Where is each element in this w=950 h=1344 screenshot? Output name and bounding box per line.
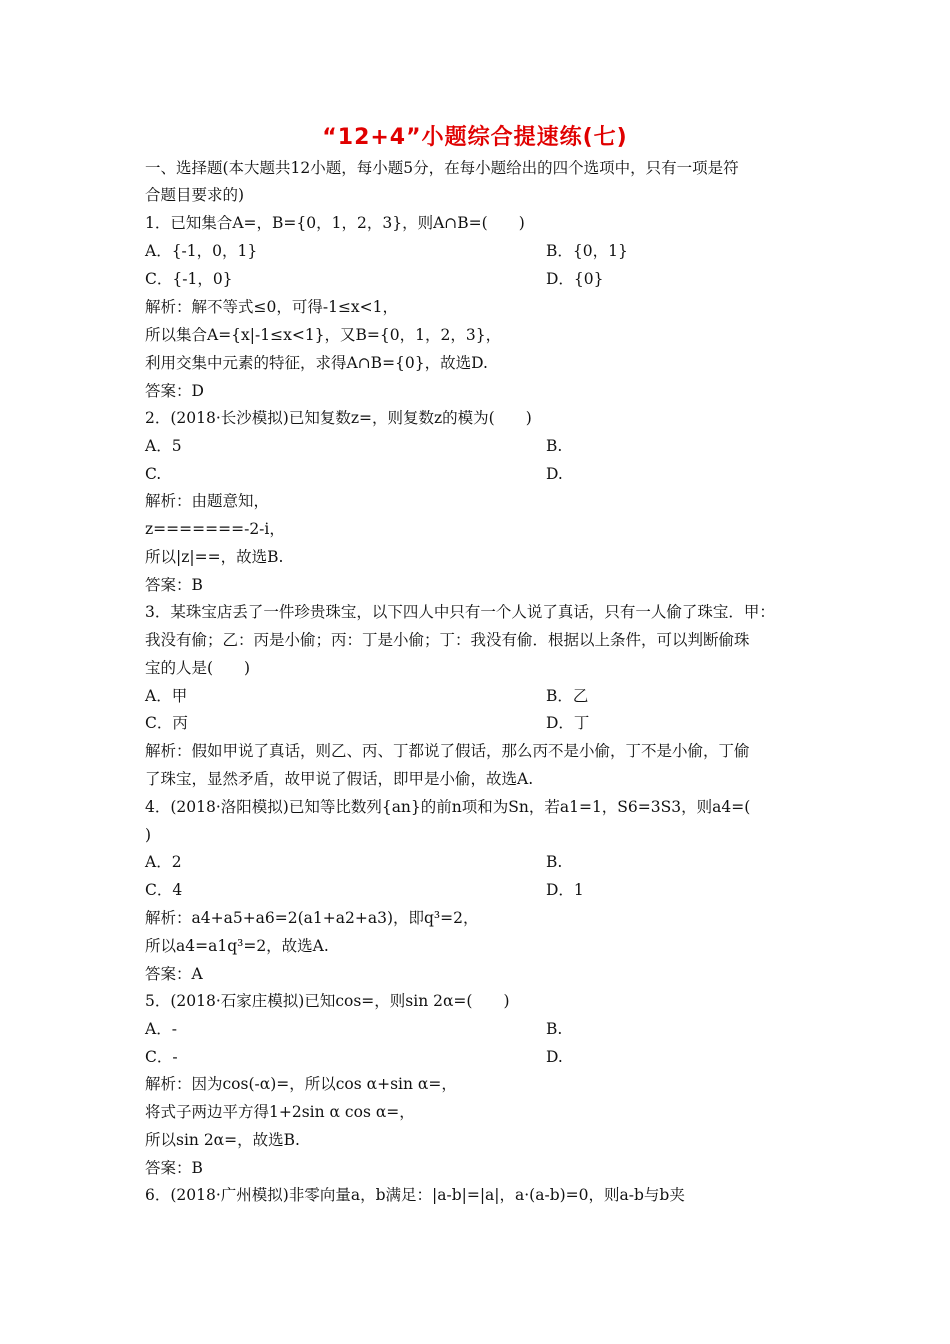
q5-option-c: C．- xyxy=(145,1048,178,1066)
q5-stem: 5．(2018·石家庄模拟)已知cos=，则sin 2α=( ) xyxy=(145,992,510,1010)
q5-option-d: D. xyxy=(546,1048,563,1066)
q4-analysis-1: 解析：a4+a5+a6=2(a1+a2+a3)，即q³=2， xyxy=(145,909,479,927)
q5-analysis-1: 解析：因为cos(-α)=，所以cos α+sin α=， xyxy=(145,1075,457,1093)
q1-option-a: A．{-1，0，1} xyxy=(145,242,258,260)
q2-option-c: C. xyxy=(145,465,162,483)
q2-option-d: D. xyxy=(546,465,563,483)
q2-answer: 答案：B xyxy=(145,576,203,594)
q3-stem-2: 我没有偷；乙：丙是小偷；丙：丁是小偷；丁：我没有偷．根据以上条件，可以判断偷珠 xyxy=(145,631,750,649)
q4-answer: 答案：A xyxy=(145,965,203,983)
q4-option-c: C．4 xyxy=(145,881,183,899)
q4-stem-paren: ) xyxy=(145,826,152,844)
q5-analysis-2: 将式子两边平方得1+2sin α cos α=， xyxy=(145,1103,415,1121)
q5-option-b: B. xyxy=(546,1020,563,1038)
q2-option-a: A．5 xyxy=(145,437,182,455)
q2-option-b: B. xyxy=(546,437,563,455)
q2-analysis-2: z=======-2-i， xyxy=(145,520,285,538)
q5-analysis-3: 所以sin 2α=，故选B. xyxy=(145,1131,300,1149)
q4-option-d: D．1 xyxy=(546,881,584,899)
q3-analysis-2: 了珠宝，显然矛盾，故甲说了假话，即甲是小偷，故选A. xyxy=(145,770,534,788)
q3-option-c: C．丙 xyxy=(145,714,188,732)
q3-analysis-1: 解析：假如甲说了真话，则乙、丙、丁都说了假话，那么丙不是小偷，丁不是小偷，丁偷 xyxy=(145,742,750,760)
q1-option-b: B．{0，1} xyxy=(546,242,628,260)
q3-stem-1: 3．某珠宝店丢了一件珍贵珠宝，以下四人中只有一个人说了真话，只有一人偷了珠宝．甲： xyxy=(145,603,775,621)
q2-analysis-3: 所以|z|==，故选B. xyxy=(145,548,284,566)
section-intro-line-2: 合题目要求的) xyxy=(145,186,245,204)
q3-option-b: B．乙 xyxy=(546,687,589,705)
q1-analysis-2: 所以集合A={x|-1≤x<1}，又B={0，1，2，3}， xyxy=(145,326,502,344)
section-intro-line-1: 一、选择题(本大题共12小题，每小题5分，在每小题给出的四个选项中，只有一项是符 xyxy=(145,159,739,177)
q1-answer: 答案：D xyxy=(145,382,204,400)
q4-stem: 4．(2018·洛阳模拟)已知等比数列{an}的前n项和为Sn，若a1=1，S6=3S3，则a4=( xyxy=(145,798,751,816)
q1-stem: 1．已知集合A=，B={0，1，2，3}，则A∩B=( ) xyxy=(145,214,525,232)
q1-analysis-3: 利用交集中元素的特征，求得A∩B={0}，故选D. xyxy=(145,354,488,372)
q3-stem-3: 宝的人是( ) xyxy=(145,659,251,677)
q3-option-a: A．甲 xyxy=(145,687,188,705)
q4-option-b: B. xyxy=(546,853,563,871)
q4-analysis-2: 所以a4=a1q³=2，故选A. xyxy=(145,937,329,955)
q3-option-d: D．丁 xyxy=(546,714,590,732)
q5-answer: 答案：B xyxy=(145,1159,203,1177)
q4-option-a: A．2 xyxy=(145,853,182,871)
q1-option-d: D．{0} xyxy=(546,270,604,288)
q1-option-c: C．{-1，0} xyxy=(145,270,233,288)
q1-analysis-1: 解析：解不等式≤0，可得-1≤x<1， xyxy=(145,298,399,316)
page-title: “12+4”小题综合提速练(七) xyxy=(322,125,628,150)
q2-stem: 2．(2018·长沙模拟)已知复数z=，则复数z的模为( ) xyxy=(145,409,532,427)
q2-analysis-1: 解析：由题意知， xyxy=(145,492,270,510)
q5-option-a: A．- xyxy=(145,1020,177,1038)
q6-stem: 6．(2018·广州模拟)非零向量a，b满足：|a-b|=|a|，a·(a-b)=0，则a-b与b夹 xyxy=(145,1186,685,1204)
